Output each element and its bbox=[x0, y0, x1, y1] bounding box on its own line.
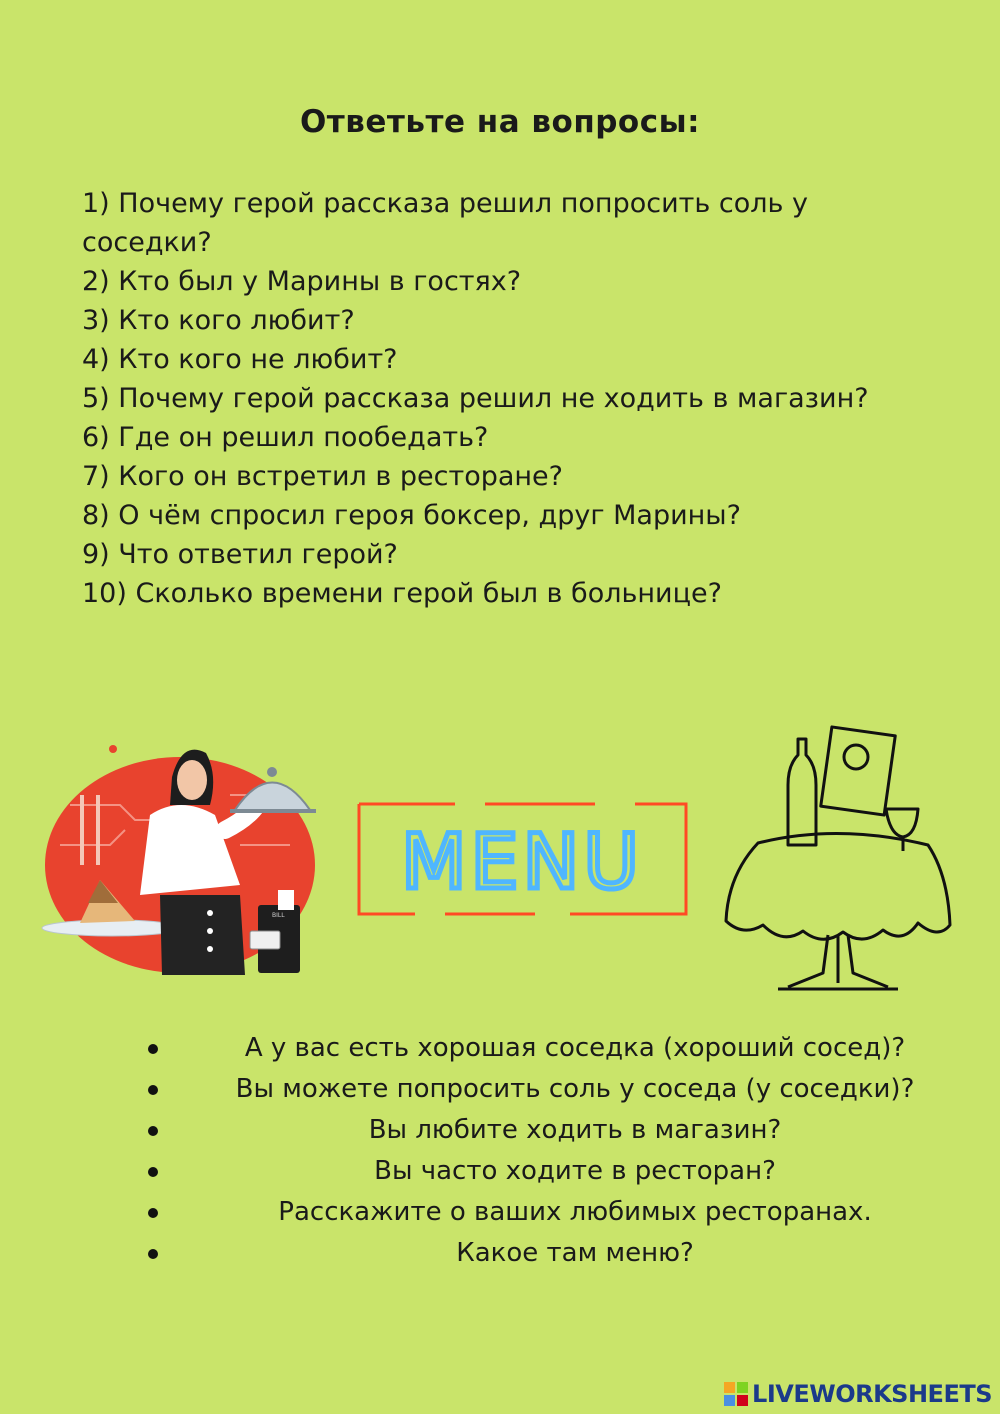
question-item: 10) Сколько времени герой был в больнице? bbox=[82, 578, 722, 609]
discussion-item: А у вас есть хорошая соседка (хороший сосед)? bbox=[244, 1033, 906, 1063]
table-illustration bbox=[718, 725, 958, 1005]
bullet-icon bbox=[148, 1208, 158, 1218]
question-item: 7) Кого он встретил в ресторане? bbox=[82, 461, 563, 492]
question-item: 3) Кто кого любит? bbox=[82, 305, 355, 336]
list-item bbox=[140, 1192, 970, 1233]
worksheet-title: Ответьте на вопросы: bbox=[299, 104, 701, 140]
question-item: 9) Что ответил герой? bbox=[82, 539, 398, 570]
discussion-list bbox=[140, 1028, 970, 1274]
bill-label: BILL bbox=[272, 912, 285, 919]
question-item: 1) Почему герой рассказа решил попросить соль у соседки? bbox=[82, 188, 808, 258]
liveworksheets-icon bbox=[724, 1382, 748, 1406]
brand-name: LIVEWORKSHEETS bbox=[752, 1380, 992, 1408]
menu-neon-sign bbox=[355, 800, 690, 920]
bullet-icon bbox=[148, 1249, 158, 1259]
discussion-item: Расскажите о ваших любимых ресторанах. bbox=[278, 1197, 872, 1227]
list-item bbox=[140, 1110, 970, 1151]
liveworksheets-logo[interactable] bbox=[724, 1380, 992, 1408]
bullet-icon bbox=[148, 1126, 158, 1136]
bullet-icon bbox=[148, 1085, 158, 1095]
discussion-item: Какое там меню? bbox=[456, 1238, 694, 1268]
question-list bbox=[82, 184, 942, 613]
question-item: 2) Кто был у Марины в гостях? bbox=[82, 266, 522, 297]
waitress-illustration bbox=[40, 735, 330, 980]
question-item: 8) О чём спросил героя боксер, друг Марины? bbox=[82, 500, 741, 531]
question-item: 4) Кто кого не любит? bbox=[82, 344, 398, 375]
list-item bbox=[140, 1233, 970, 1274]
discussion-item: Вы часто ходите в ресторан? bbox=[374, 1156, 776, 1186]
discussion-item: Вы любите ходить в магазин? bbox=[368, 1115, 782, 1145]
bullet-icon bbox=[148, 1044, 158, 1054]
list-item bbox=[140, 1151, 970, 1192]
bullet-icon bbox=[148, 1167, 158, 1177]
discussion-item: Вы можете попросить соль у соседа (у соседки)? bbox=[235, 1074, 915, 1104]
list-item bbox=[140, 1069, 970, 1110]
list-item bbox=[140, 1028, 970, 1069]
question-item: 6) Где он решил пообедать? bbox=[82, 422, 489, 453]
menu-sign-text: MENU bbox=[400, 817, 644, 906]
question-item: 5) Почему герой рассказа решил не ходить в магазин? bbox=[82, 383, 869, 414]
